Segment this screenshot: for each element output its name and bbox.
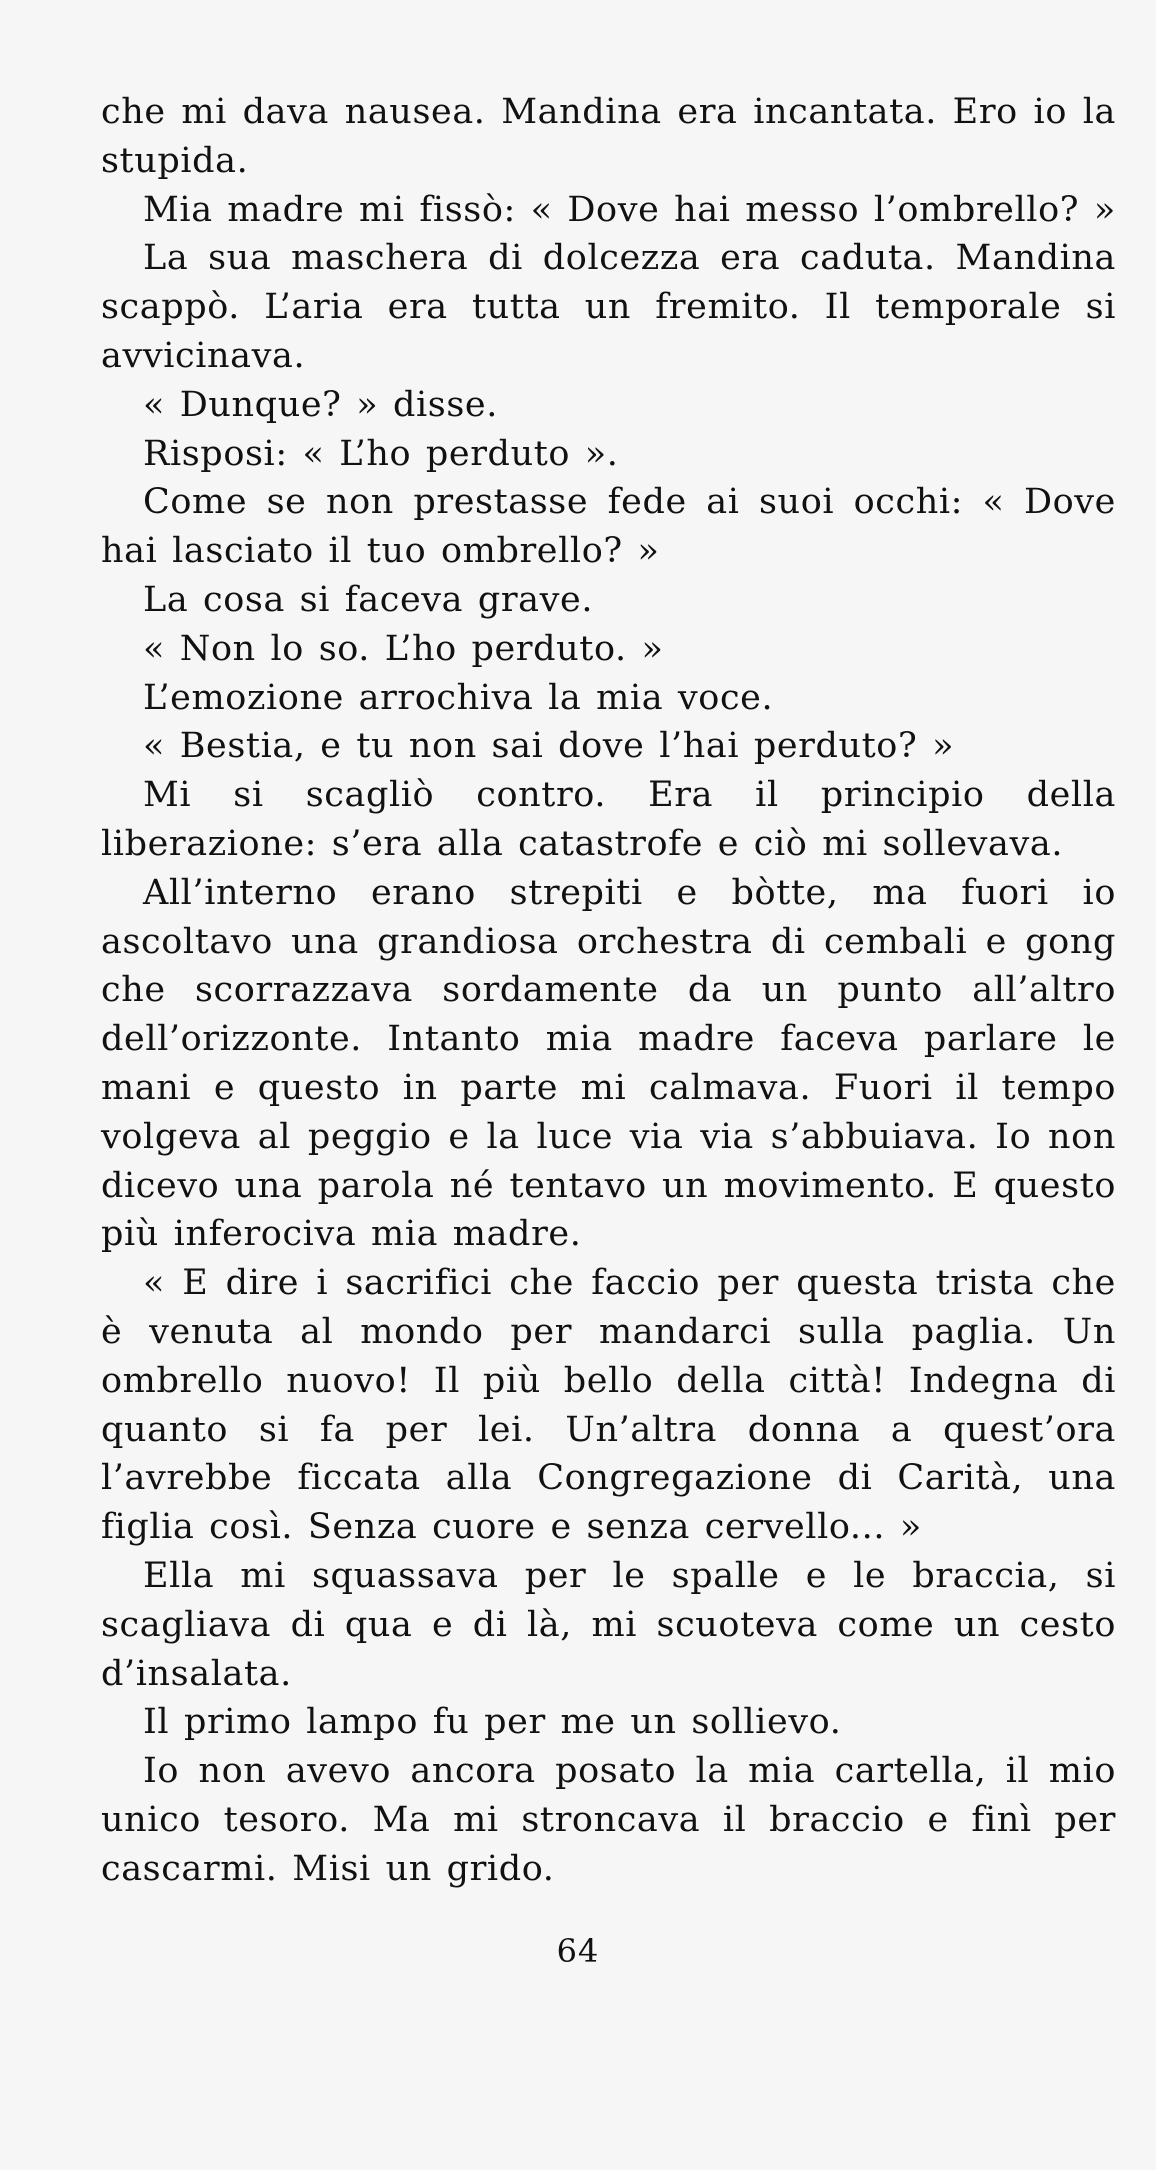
paragraph-16: Io non avevo ancora posato la mia cartella, il mio unico tesoro. Ma mi stroncava il braccio e finì per cascarmi. Misi un grido.: [101, 1751, 1116, 1889]
paragraph-9: L’emozione arrochiva la mia voce.: [143, 677, 774, 718]
paragraph-2: Mia madre mi fissò: « Dove hai messo l’ombrello? »: [143, 189, 1116, 230]
page-number: 64: [556, 1932, 600, 1970]
paragraph-3: La sua maschera di dolcezza era caduta. Mandina scappò. L’aria era tutta un fremito. Il temporale si avvicinava.: [101, 238, 1116, 376]
paragraph-12: All’interno erano strepiti e bòtte, ma fuori io ascoltavo una grandiosa orchestra di cembali e gong che scorrazzava sordamente da un punto all’altro dell’orizzonte. Intanto mia madre faceva parlare le mani e questo in parte mi calmava. Fuori il tempo volgeva al peggio e la luce via via s’abbuiava. Io non dicevo una parola né tentavo un movimento. E questo più inferociva mia madre.: [101, 872, 1116, 1255]
paragraph-14: Ella mi squassava per le spalle e le braccia, si scagliava di qua e di là, mi scuoteva come un cesto d’insalata.: [101, 1555, 1116, 1694]
paragraph-13: « E dire i sacrifici che faccio per questa trista che è venuta al mondo per mandarci sulla paglia. Un ombrello nuovo! Il più bello della città! Indegna di quanto si fa per lei. Un’altra donna a quest’ora l’avrebbe ficcata alla Congregazione di Carità, una figlia così. Senza cuore e senza cervello... »: [101, 1263, 1116, 1548]
paragraph-6: Come se non prestasse fede ai suoi occhi: « Dove hai lasciato il tuo ombrello? »: [101, 482, 1116, 572]
paragraph-8: « Non lo so. L’ho perduto. »: [143, 628, 664, 669]
paragraph-15: Il primo lampo fu per me un sollievo.: [143, 1702, 842, 1743]
paragraph-11: Mi si scagliò contro. Era il principio della liberazione: s’era alla catastrofe e ciò mi sollevava.: [101, 775, 1116, 864]
paragraph-10: « Bestia, e tu non sai dove l’hai perduto? »: [143, 726, 955, 767]
body-text: [101, 88, 1116, 1893]
paragraph-4: « Dunque? » disse.: [143, 384, 498, 425]
paragraph-1: che mi dava nausea. Mandina era incantata. Ero io la stupida.: [101, 92, 1116, 181]
paragraph-5: Risposi: « L’ho perduto ».: [143, 433, 619, 474]
paragraph-7: La cosa si faceva grave.: [143, 579, 594, 620]
